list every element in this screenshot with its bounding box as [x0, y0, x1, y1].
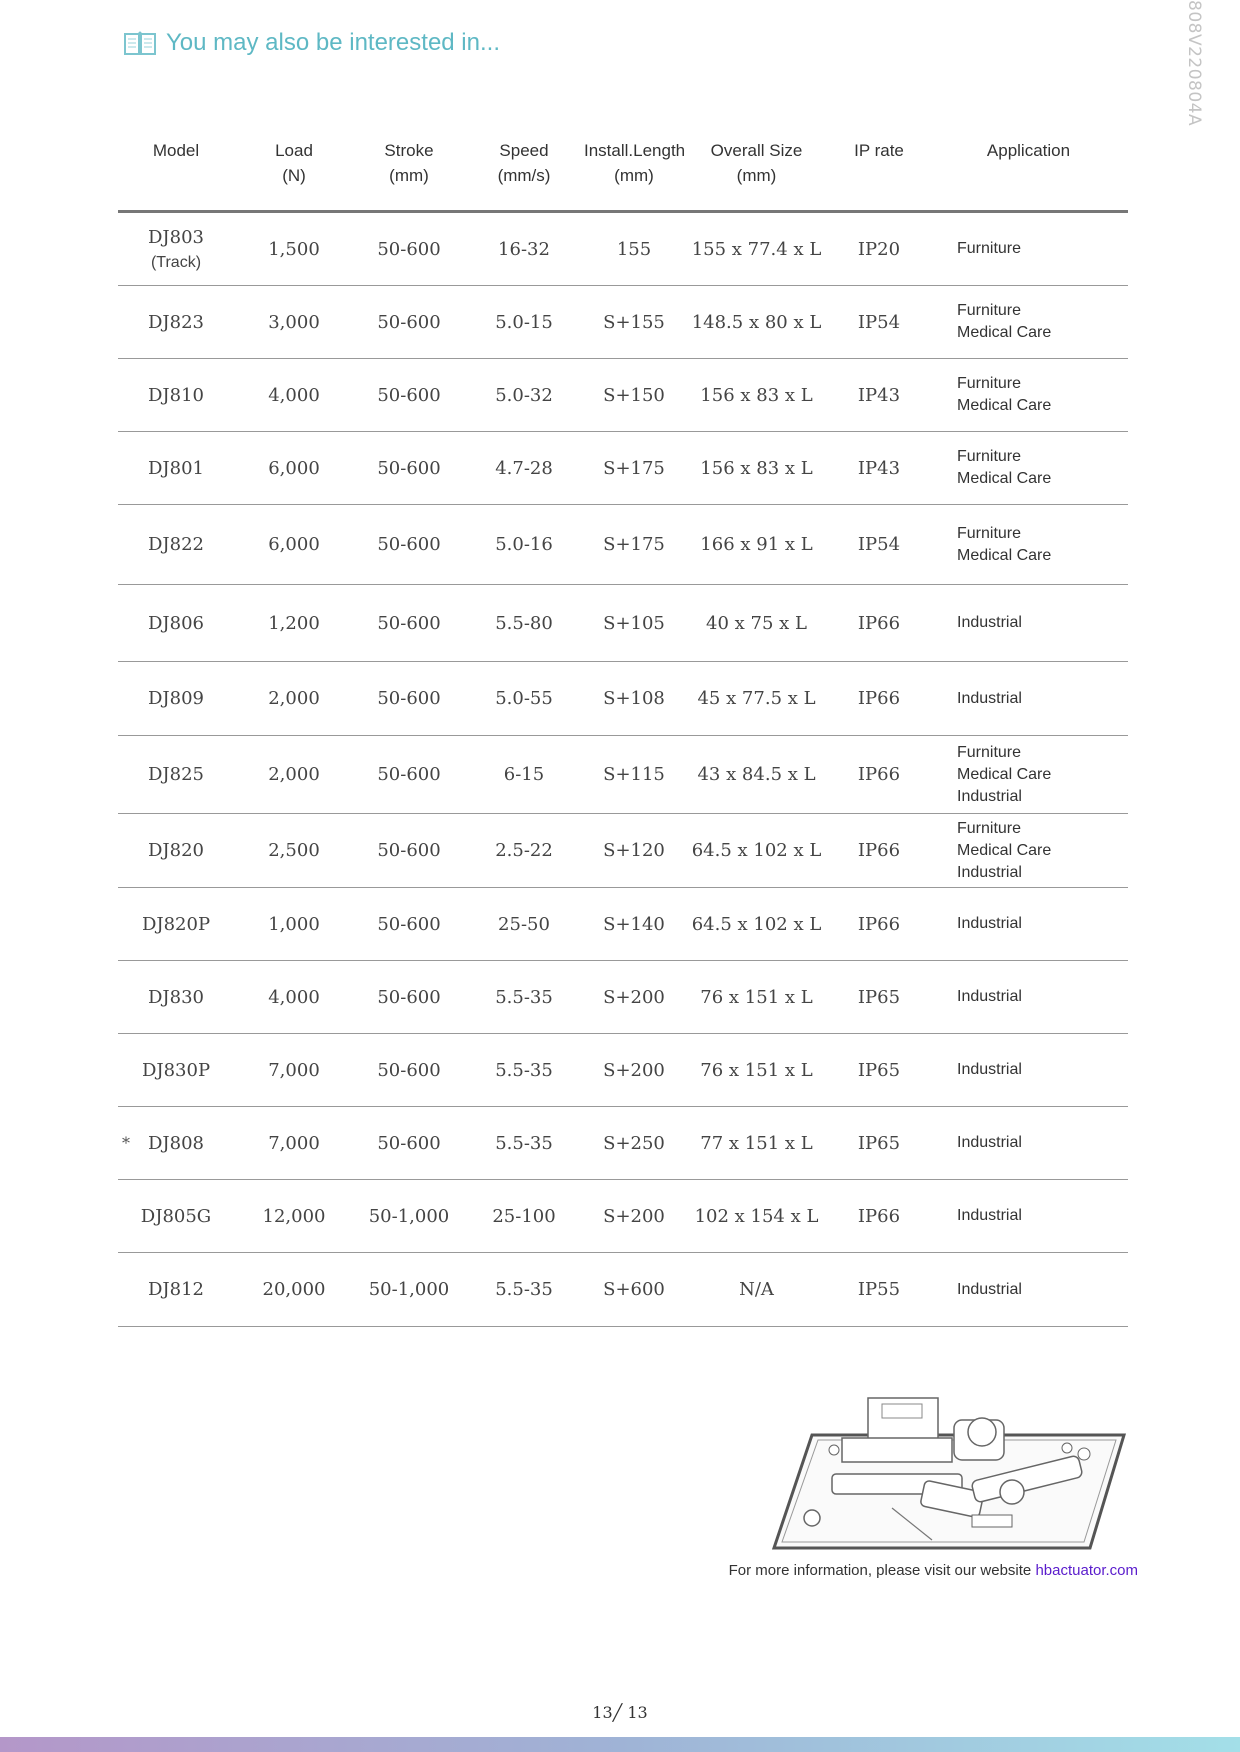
model-name: DJ801 [147, 457, 204, 479]
install-cell: S+150 [584, 359, 684, 432]
model-cell [118, 736, 234, 814]
section-header [122, 28, 500, 58]
table-row [118, 286, 1128, 359]
application-item: Industrial [957, 1134, 1022, 1151]
column-header-label: Model [152, 141, 200, 160]
ip-cell: IP54 [829, 286, 929, 359]
model-cell [118, 585, 234, 662]
table-row [118, 1253, 1128, 1327]
ip-cell: IP20 [829, 212, 929, 286]
table-header-row [118, 128, 1128, 212]
column-header-label: Load [275, 141, 313, 160]
application-cell [929, 505, 1128, 585]
speed-cell: 25-100 [464, 1180, 584, 1253]
load-cell: 4,000 [234, 961, 354, 1034]
size-cell: 64.5 x 102 x L [684, 814, 829, 888]
ip-cell: IP66 [829, 736, 929, 814]
size-cell: 156 x 83 x L [684, 432, 829, 505]
ip-cell: IP43 [829, 432, 929, 505]
ip-cell: IP65 [829, 1034, 929, 1107]
application-item: Industrial [957, 1061, 1022, 1078]
table-row [118, 585, 1128, 662]
size-cell: 156 x 83 x L [684, 359, 829, 432]
model-cell [118, 432, 234, 505]
asterisk-mark: * [122, 1133, 130, 1153]
application-item: Medical Care [957, 841, 1052, 859]
column-header-unit: (N) [282, 166, 306, 185]
model-name: DJ820P [141, 913, 211, 935]
load-cell: 1,000 [234, 888, 354, 961]
size-cell: 77 x 151 x L [684, 1107, 829, 1180]
model-name: DJ805G [140, 1205, 212, 1227]
website-note [600, 1562, 1138, 1579]
section-title: You may also be interested in... [166, 29, 500, 56]
speed-cell: 5.5-35 [464, 1034, 584, 1107]
install-cell: S+200 [584, 961, 684, 1034]
install-cell: S+250 [584, 1107, 684, 1180]
application-item: Industrial [957, 915, 1022, 932]
table-row [118, 505, 1128, 585]
stroke-cell: 50-600 [354, 359, 464, 432]
ip-cell: IP66 [829, 662, 929, 736]
install-cell: S+108 [584, 662, 684, 736]
speed-cell: 5.0-55 [464, 662, 584, 736]
install-cell: S+105 [584, 585, 684, 662]
model-name: DJ825 [147, 764, 204, 785]
model-name: DJ808 [147, 1132, 204, 1154]
column-header [234, 128, 354, 212]
application-item: Furniture [957, 375, 1022, 392]
stroke-cell: 50-600 [354, 505, 464, 585]
ip-cell: IP66 [829, 814, 929, 888]
install-cell: S+175 [584, 505, 684, 585]
size-cell: 102 x 154 x L [684, 1180, 829, 1253]
website-note-text: For more information, please visit our website [728, 1562, 1036, 1579]
load-cell: 7,000 [234, 1107, 354, 1180]
ip-cell: IP43 [829, 359, 929, 432]
install-cell: S+140 [584, 888, 684, 961]
load-cell: 6,000 [234, 505, 354, 585]
model-cell [118, 1253, 234, 1327]
model-cell [118, 961, 234, 1034]
application-cell [929, 888, 1128, 961]
install-cell: S+155 [584, 286, 684, 359]
column-header-label: IP rate [854, 141, 904, 160]
stroke-cell: 50-1,000 [354, 1180, 464, 1253]
application-item: Industrial [957, 614, 1022, 631]
load-cell: 3,000 [234, 286, 354, 359]
stroke-cell: 50-600 [354, 432, 464, 505]
ip-cell: IP55 [829, 1253, 929, 1327]
speed-cell: 5.0-15 [464, 286, 584, 359]
application-item: Furniture [957, 448, 1022, 465]
stroke-cell: 50-600 [354, 585, 464, 662]
size-cell: N/A [684, 1253, 829, 1327]
size-cell: 76 x 151 x L [684, 1034, 829, 1107]
load-cell: 4,000 [234, 359, 354, 432]
stroke-cell: 50-600 [354, 662, 464, 736]
table-body [118, 212, 1128, 1327]
model-name: DJ806 [147, 612, 204, 634]
table-row [118, 1180, 1128, 1253]
speed-cell: 5.5-80 [464, 585, 584, 662]
application-item: Medical Care [957, 546, 1052, 564]
stroke-cell: 50-600 [354, 212, 464, 286]
size-cell: 148.5 x 80 x L [684, 286, 829, 359]
column-header-label: Stroke [384, 141, 434, 160]
table-row [118, 432, 1128, 505]
speed-cell: 6-15 [464, 736, 584, 814]
ip-cell: IP66 [829, 585, 929, 662]
model-name: DJ803 [147, 226, 204, 248]
website-link[interactable]: hbactuator.com [1035, 1562, 1138, 1579]
model-cell [118, 212, 234, 286]
column-header [829, 128, 929, 212]
application-item: Medical Care [957, 397, 1052, 414]
stroke-cell: 50-600 [354, 888, 464, 961]
column-header [118, 128, 234, 212]
model-cell [118, 286, 234, 359]
application-cell [929, 814, 1128, 888]
stroke-cell: 50-1,000 [354, 1253, 464, 1327]
install-cell: S+120 [584, 814, 684, 888]
table-row [118, 1034, 1128, 1107]
application-item: Furniture [957, 819, 1022, 837]
model-name: DJ822 [147, 534, 204, 555]
column-header-unit: (mm/s) [497, 166, 551, 185]
model-cell [118, 888, 234, 961]
speed-cell: 4.7-28 [464, 432, 584, 505]
application-cell [929, 1253, 1128, 1327]
table-row [118, 662, 1128, 736]
application-item: Medical Care [957, 324, 1052, 341]
ip-cell: IP65 [829, 1107, 929, 1180]
application-item: Industrial [957, 787, 1022, 805]
application-item: Industrial [957, 988, 1022, 1005]
model-cell [118, 1180, 234, 1253]
application-item: Industrial [957, 863, 1022, 881]
actuator-spec-table [118, 128, 1128, 1327]
application-item: Industrial [957, 1280, 1022, 1298]
load-cell: 2,000 [234, 662, 354, 736]
install-cell: S+200 [584, 1180, 684, 1253]
document-code: 808V220804A [1184, 0, 1204, 127]
load-cell: 6,000 [234, 432, 354, 505]
column-header [584, 128, 684, 212]
speed-cell: 5.5-35 [464, 1253, 584, 1327]
model-cell [118, 1107, 234, 1180]
column-header [929, 128, 1128, 212]
application-item: Medical Care [957, 470, 1052, 487]
column-header-unit: (mm) [614, 166, 654, 185]
size-cell: 45 x 77.5 x L [684, 662, 829, 736]
footer-gradient-bar [0, 1737, 1240, 1752]
install-cell: S+115 [584, 736, 684, 814]
application-cell [929, 1107, 1128, 1180]
stroke-cell: 50-600 [354, 814, 464, 888]
column-header [464, 128, 584, 212]
model-cell [118, 814, 234, 888]
application-cell [929, 662, 1128, 736]
application-cell [929, 1034, 1128, 1107]
table-row [118, 736, 1128, 814]
load-cell: 12,000 [234, 1180, 354, 1253]
install-cell: 155 [584, 212, 684, 286]
model-cell [118, 1034, 234, 1107]
column-header-label: Speed [499, 141, 549, 160]
stroke-cell: 50-600 [354, 1034, 464, 1107]
load-cell: 1,500 [234, 212, 354, 286]
ip-cell: IP54 [829, 505, 929, 585]
table-row [118, 961, 1128, 1034]
table-row [118, 1107, 1128, 1180]
model-name: DJ830 [147, 986, 204, 1008]
size-cell: 43 x 84.5 x L [684, 736, 829, 814]
application-item: Medical Care [957, 765, 1052, 783]
column-header-label: Install.Length [584, 141, 686, 160]
size-cell: 40 x 75 x L [684, 585, 829, 662]
column-header-unit: (mm) [736, 166, 777, 185]
application-cell [929, 212, 1128, 286]
load-cell: 20,000 [234, 1253, 354, 1327]
application-cell [929, 286, 1128, 359]
size-cell: 166 x 91 x L [684, 505, 829, 585]
column-header-label: Overall Size [710, 141, 803, 160]
speed-cell: 16-32 [464, 212, 584, 286]
install-cell: S+600 [584, 1253, 684, 1327]
application-cell [929, 585, 1128, 662]
book-icon [122, 28, 158, 58]
application-item: Industrial [957, 689, 1022, 707]
application-item: Furniture [957, 743, 1022, 761]
model-name: DJ830P [141, 1059, 211, 1081]
model-name: DJ820 [147, 840, 204, 861]
size-cell: 64.5 x 102 x L [684, 888, 829, 961]
table-row [118, 814, 1128, 888]
model-cell [118, 662, 234, 736]
column-header-unit: (mm) [389, 166, 429, 185]
load-cell: 1,200 [234, 585, 354, 662]
install-cell: S+175 [584, 432, 684, 505]
page-number: 13╱ 13 [592, 1703, 648, 1722]
speed-cell: 5.5-35 [464, 961, 584, 1034]
stroke-cell: 50-600 [354, 736, 464, 814]
stroke-cell: 50-600 [354, 961, 464, 1034]
ip-cell: IP65 [829, 961, 929, 1034]
application-cell [929, 736, 1128, 814]
speed-cell: 2.5-22 [464, 814, 584, 888]
install-cell: S+200 [584, 1034, 684, 1107]
application-cell [929, 432, 1128, 505]
model-name: DJ812 [147, 1279, 204, 1300]
application-item: Furniture [957, 240, 1022, 257]
ip-cell: IP66 [829, 1180, 929, 1253]
load-cell: 7,000 [234, 1034, 354, 1107]
actuator-illustration [772, 1390, 1127, 1560]
load-cell: 2,000 [234, 736, 354, 814]
model-cell [118, 505, 234, 585]
application-item: Industrial [957, 1207, 1022, 1224]
application-item: Furniture [957, 524, 1022, 542]
model-name: DJ823 [147, 311, 204, 333]
table-row [118, 888, 1128, 961]
model-note: (Track) [150, 253, 202, 271]
column-header-label: Application [986, 141, 1071, 160]
model-name: DJ809 [147, 688, 204, 709]
size-cell: 76 x 151 x L [684, 961, 829, 1034]
load-cell: 2,500 [234, 814, 354, 888]
speed-cell: 5.0-32 [464, 359, 584, 432]
ip-cell: IP66 [829, 888, 929, 961]
model-name: DJ810 [147, 384, 204, 406]
size-cell: 155 x 77.4 x L [684, 212, 829, 286]
stroke-cell: 50-600 [354, 1107, 464, 1180]
table-row [118, 359, 1128, 432]
stroke-cell: 50-600 [354, 286, 464, 359]
table-row [118, 212, 1128, 286]
application-cell [929, 1180, 1128, 1253]
speed-cell: 5.0-16 [464, 505, 584, 585]
application-cell [929, 359, 1128, 432]
model-cell [118, 359, 234, 432]
speed-cell: 5.5-35 [464, 1107, 584, 1180]
column-header [354, 128, 464, 212]
application-cell [929, 961, 1128, 1034]
column-header [684, 128, 829, 212]
application-item: Furniture [957, 302, 1022, 319]
speed-cell: 25-50 [464, 888, 584, 961]
